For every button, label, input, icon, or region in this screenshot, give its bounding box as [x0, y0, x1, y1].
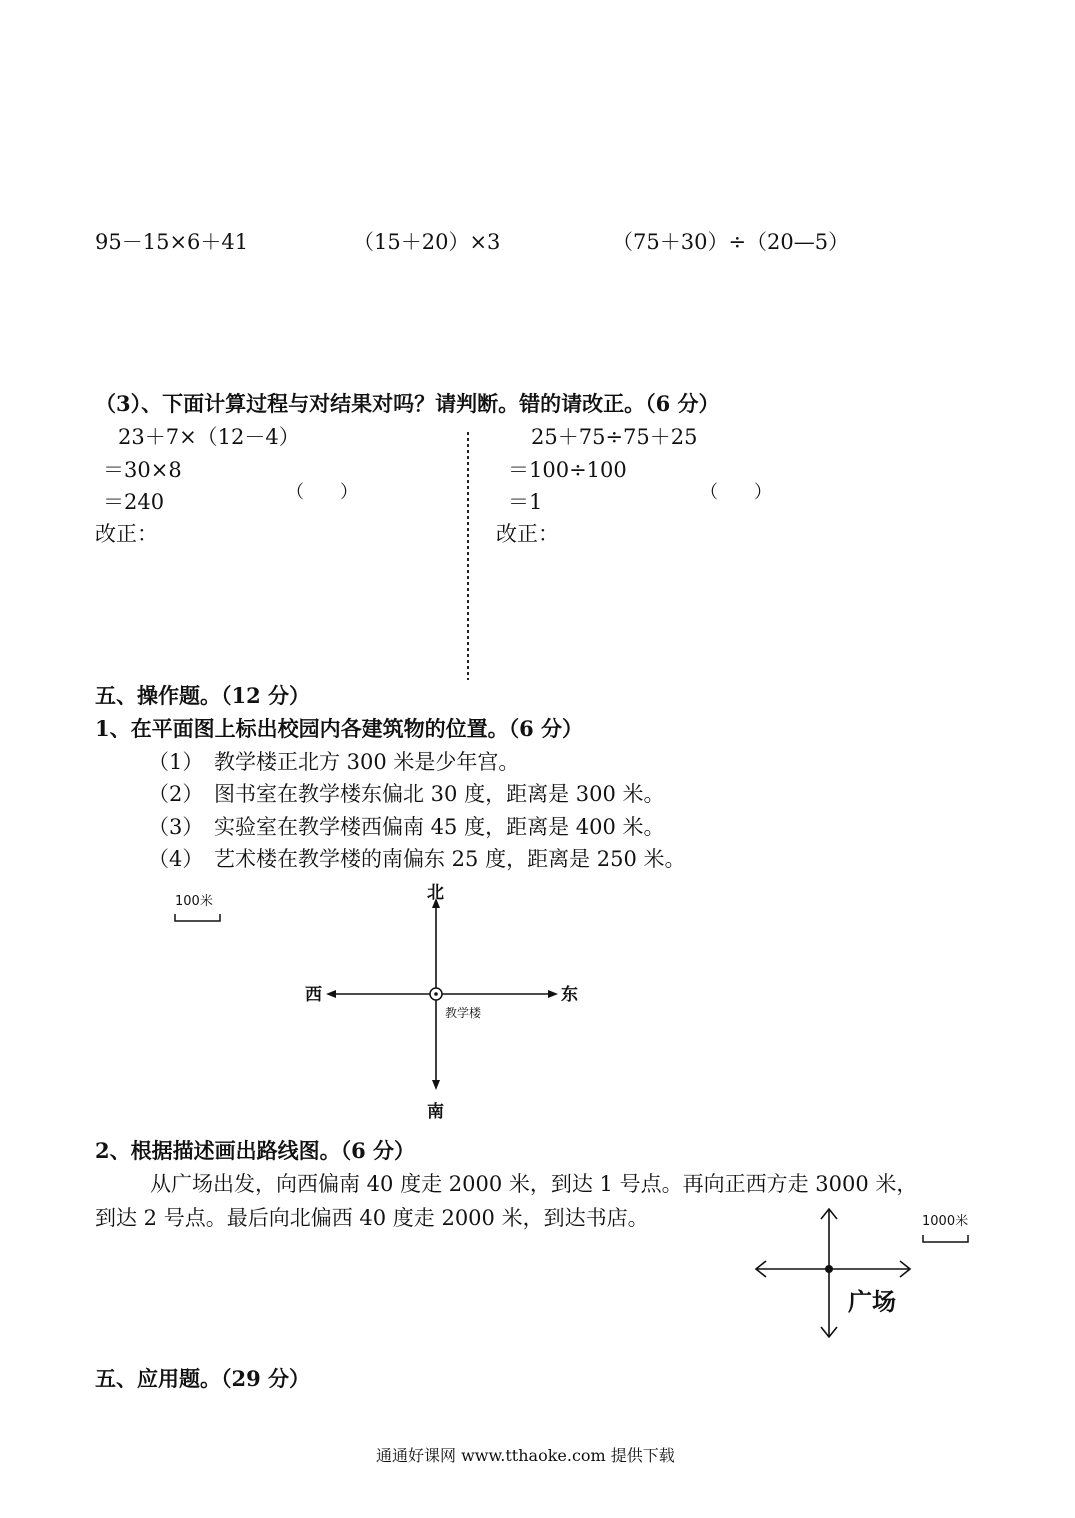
judge-left-fix-label: 改正： — [95, 522, 158, 546]
section-operation-title: 五、操作题。（12 分） — [95, 683, 311, 708]
question-2-title: 2、根据描述画出路线图。（6 分） — [95, 1138, 416, 1163]
question-2-text-line-1: 从广场出发，向西偏南 40 度走 2000 米，到达 1 号点。再向正西方走 3000 米， — [150, 1172, 918, 1196]
item-text: 教学楼正北方 300 米是少年宫。 — [214, 750, 520, 774]
direction-north: 北 — [427, 883, 444, 903]
item-number: （1） — [148, 750, 204, 774]
expression-3: （75＋30）÷（20—5） — [612, 230, 850, 254]
judge-right-line-3: ＝1 — [508, 490, 543, 514]
scale-label-1000m: 1000米 — [922, 1214, 969, 1229]
center-label-teaching-building: 教学楼 — [445, 1006, 482, 1020]
section-application-title: 五、应用题。（29 分） — [95, 1366, 311, 1391]
item-text: 图书室在教学楼东偏北 30 度，距离是 300 米。 — [214, 782, 665, 806]
direction-east: 东 — [561, 985, 578, 1005]
judge-right-fix-label: 改正： — [496, 522, 559, 546]
expression-2: （15＋20）×3 — [353, 230, 501, 254]
scale-bar-icon — [922, 1233, 970, 1245]
judge-left-line-2: ＝30×8 — [103, 458, 182, 482]
question-2-text-line-2: 到达 2 号点。最后向北偏西 40 度走 2000 米，到达书店。 — [95, 1206, 649, 1230]
center-label-square: 广场 — [848, 1288, 896, 1316]
scale-bar-icon — [174, 912, 222, 924]
item-text: 艺术楼在教学楼的南偏东 25 度，距离是 250 米。 — [214, 847, 686, 871]
route-cross-diagram — [750, 1205, 920, 1345]
judge-right-line-1: 25＋75÷75＋25 — [531, 425, 698, 449]
judge-left-answer-paren[interactable]: （ ） — [286, 482, 358, 503]
dotted-divider — [466, 432, 472, 682]
direction-west: 西 — [305, 985, 322, 1005]
question-1-title: 1、在平面图上标出校园内各建筑物的位置。（6 分） — [95, 716, 584, 741]
item-number: （3） — [148, 815, 204, 839]
item-number: （2） — [148, 782, 204, 806]
judge-right-line-2: ＝100÷100 — [508, 458, 627, 482]
compass-cross-diagram — [300, 880, 600, 1110]
judge-heading: （3）、下面计算过程与对结果对吗？请判断。错的请改正。（6 分） — [95, 391, 720, 416]
item-number: （4） — [148, 847, 204, 871]
item-text: 实验室在教学楼西偏南 45 度，距离是 400 米。 — [214, 815, 665, 839]
judge-left-line-1: 23＋7×（12－4） — [118, 425, 300, 449]
page-footer: 通通好课网 www.tthaoke.com 提供下载 — [376, 1446, 675, 1465]
expression-1: 95－15×6＋41 — [95, 230, 249, 254]
scale-label-100m: 100米 — [175, 894, 213, 909]
direction-south: 南 — [427, 1102, 444, 1122]
judge-right-answer-paren[interactable]: （ ） — [700, 482, 772, 503]
judge-left-line-3: ＝240 — [103, 490, 165, 514]
